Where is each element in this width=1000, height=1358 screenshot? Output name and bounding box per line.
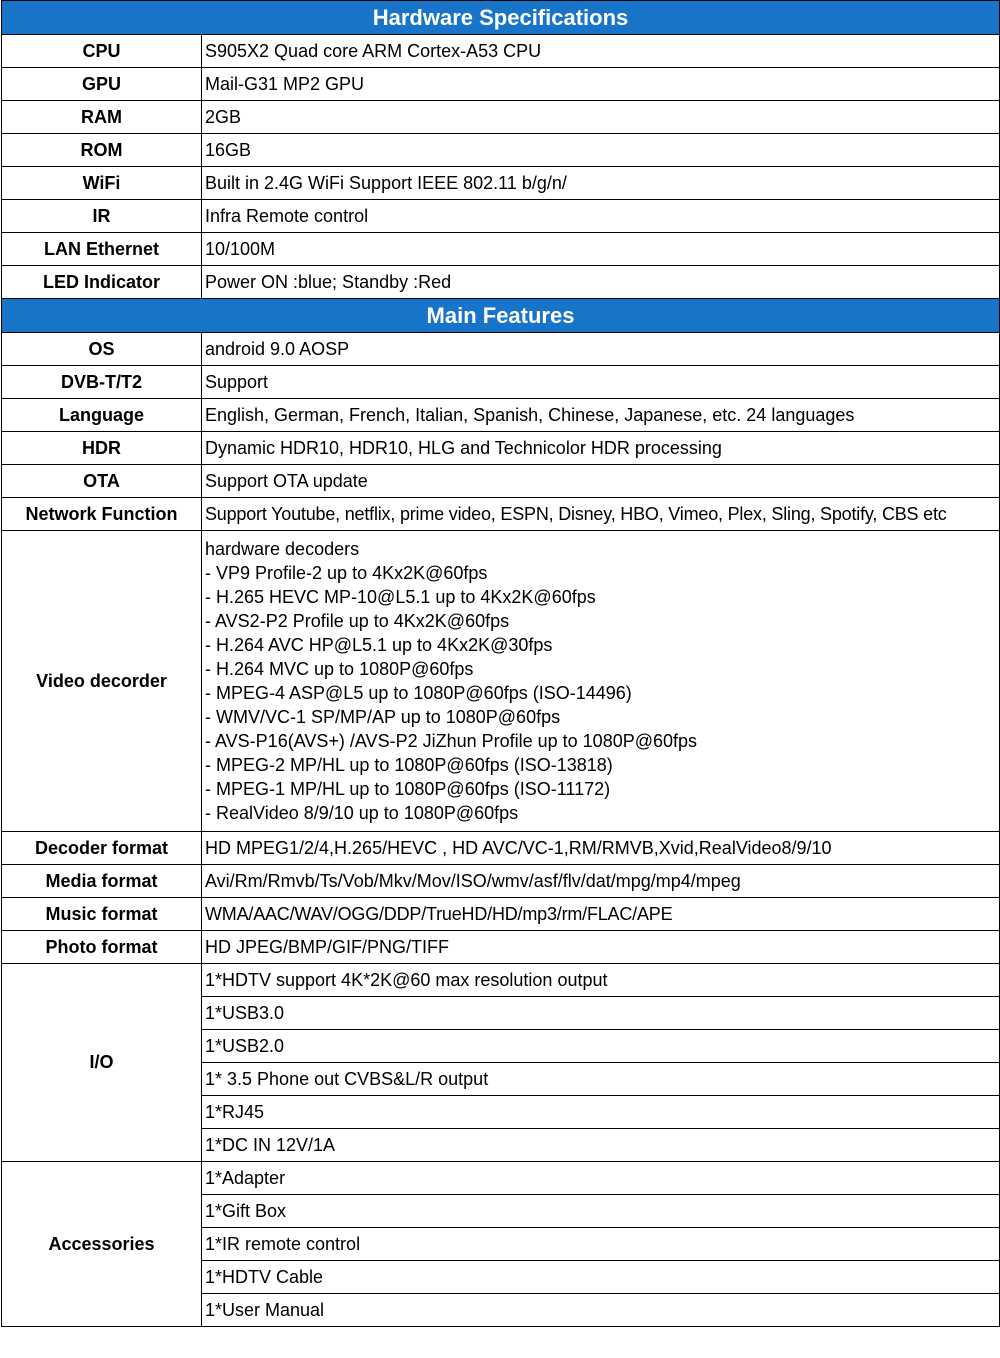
spec-value: Dynamic HDR10, HDR10, HLG and Technicolor HDR processing xyxy=(202,432,1000,465)
spec-row xyxy=(2,200,1000,233)
spec-key: Language xyxy=(2,399,202,432)
spec-key: Media format xyxy=(2,865,202,898)
list-item: - AVS-P16(AVS+) /AVS-P2 JiZhun Profile up to 1080P@60fps xyxy=(205,731,698,751)
spec-key: Accessories xyxy=(2,1162,202,1327)
spec-key: HDR xyxy=(2,432,202,465)
spec-value: HD JPEG/BMP/GIF/PNG/TIFF xyxy=(202,931,1000,964)
io-item: 1*USB3.0 xyxy=(202,997,1000,1030)
spec-key: RAM xyxy=(2,101,202,134)
spec-row xyxy=(2,101,1000,134)
features-header-row xyxy=(2,299,1000,333)
spec-value: HD MPEG1/2/4,H.265/HEVC , HD AVC/VC-1,RM/RMVB,Xvid,RealVideo8/9/10 xyxy=(202,832,1000,865)
list-item: - MPEG-4 ASP@L5 up to 1080P@60fps (ISO-14496) xyxy=(205,683,632,703)
spec-row xyxy=(2,399,1000,432)
io-row xyxy=(2,964,1000,997)
spec-value: Infra Remote control xyxy=(202,200,1000,233)
spec-key: LAN Ethernet xyxy=(2,233,202,266)
spec-row xyxy=(2,266,1000,299)
spec-row xyxy=(2,865,1000,898)
spec-row xyxy=(2,333,1000,366)
spec-key: WiFi xyxy=(2,167,202,200)
spec-value: Avi/Rm/Rmvb/Ts/Vob/Mkv/Mov/ISO/wmv/asf/flv/dat/mpg/mp4/mpeg xyxy=(202,865,1000,898)
spec-key: CPU xyxy=(2,35,202,68)
spec-row xyxy=(2,898,1000,931)
hardware-header-row xyxy=(2,1,1000,35)
spec-key: GPU xyxy=(2,68,202,101)
list-item: - H.265 HEVC MP-10@L5.1 up to 4Kx2K@60fps xyxy=(205,587,596,607)
features-title: Main Features xyxy=(2,299,1000,333)
video-decoder-list xyxy=(202,531,1000,832)
spec-key: Music format xyxy=(2,898,202,931)
accessory-item: 1*HDTV Cable xyxy=(202,1261,1000,1294)
spec-key: LED Indicator xyxy=(2,266,202,299)
list-item: - H.264 AVC HP@L5.1 up to 4Kx2K@30fps xyxy=(205,635,553,655)
spec-key: Decoder format xyxy=(2,832,202,865)
accessory-item: 1*IR remote control xyxy=(202,1228,1000,1261)
spec-key: OS xyxy=(2,333,202,366)
spec-row xyxy=(2,498,1000,531)
spec-row xyxy=(2,366,1000,399)
spec-value: 2GB xyxy=(202,101,1000,134)
spec-key: Photo format xyxy=(2,931,202,964)
io-item: 1*DC IN 12V/1A xyxy=(202,1129,1000,1162)
io-item: 1*HDTV support 4K*2K@60 max resolution output xyxy=(202,964,1000,997)
spec-key: Network Function xyxy=(2,498,202,531)
spec-row xyxy=(2,134,1000,167)
accessory-item: 1*User Manual xyxy=(202,1294,1000,1327)
spec-row xyxy=(2,931,1000,964)
spec-row xyxy=(2,465,1000,498)
spec-row xyxy=(2,832,1000,865)
list-item: - H.264 MVC up to 1080P@60fps xyxy=(205,659,474,679)
io-item: 1*RJ45 xyxy=(202,1096,1000,1129)
list-item: hardware decoders xyxy=(205,539,360,559)
spec-value: Power ON :blue; Standby :Red xyxy=(202,266,1000,299)
video-decoder-row xyxy=(2,531,1000,832)
spec-value: Support xyxy=(202,366,1000,399)
spec-table xyxy=(1,0,1000,1327)
spec-row xyxy=(2,35,1000,68)
hardware-title: Hardware Specifications xyxy=(2,1,1000,35)
spec-key: DVB-T/T2 xyxy=(2,366,202,399)
spec-value: WMA/AAC/WAV/OGG/DDP/TrueHD/HD/mp3/rm/FLAC/APE xyxy=(202,898,1000,931)
spec-row xyxy=(2,233,1000,266)
spec-key: OTA xyxy=(2,465,202,498)
spec-value: android 9.0 AOSP xyxy=(202,333,1000,366)
list-item: - AVS2-P2 Profile up to 4Kx2K@60fps xyxy=(205,611,510,631)
spec-value: Built in 2.4G WiFi Support IEEE 802.11 b/g/n/ xyxy=(202,167,1000,200)
spec-value: Support OTA update xyxy=(202,465,1000,498)
spec-value: 16GB xyxy=(202,134,1000,167)
accessory-item: 1*Gift Box xyxy=(202,1195,1000,1228)
spec-key: IR xyxy=(2,200,202,233)
io-item: 1*USB2.0 xyxy=(202,1030,1000,1063)
spec-key: ROM xyxy=(2,134,202,167)
spec-row xyxy=(2,167,1000,200)
spec-value: Mail-G31 MP2 GPU xyxy=(202,68,1000,101)
list-item: - RealVideo 8/9/10 up to 1080P@60fps xyxy=(205,803,519,823)
spec-value: S905X2 Quad core ARM Cortex-A53 CPU xyxy=(202,35,1000,68)
io-item: 1* 3.5 Phone out CVBS&L/R output xyxy=(202,1063,1000,1096)
spec-key: Video decorder xyxy=(2,531,202,832)
list-item: - VP9 Profile-2 up to 4Kx2K@60fps xyxy=(205,563,488,583)
list-item: - MPEG-2 MP/HL up to 1080P@60fps (ISO-13818) xyxy=(205,755,613,775)
spec-row xyxy=(2,68,1000,101)
spec-value: English, German, French, Italian, Spanish, Chinese, Japanese, etc. 24 languages xyxy=(202,399,1000,432)
accessories-row xyxy=(2,1162,1000,1195)
list-item: - MPEG-1 MP/HL up to 1080P@60fps (ISO-11172) xyxy=(205,779,611,799)
spec-value: 10/100M xyxy=(202,233,1000,266)
spec-key: I/O xyxy=(2,964,202,1162)
accessory-item: 1*Adapter xyxy=(202,1162,1000,1195)
spec-row xyxy=(2,432,1000,465)
list-item: - WMV/VC-1 SP/MP/AP up to 1080P@60fps xyxy=(205,707,561,727)
spec-value: Support Youtube, netflix, prime video, ESPN, Disney, HBO, Vimeo, Plex, Sling, Spotify, CBS etc xyxy=(202,498,1000,531)
